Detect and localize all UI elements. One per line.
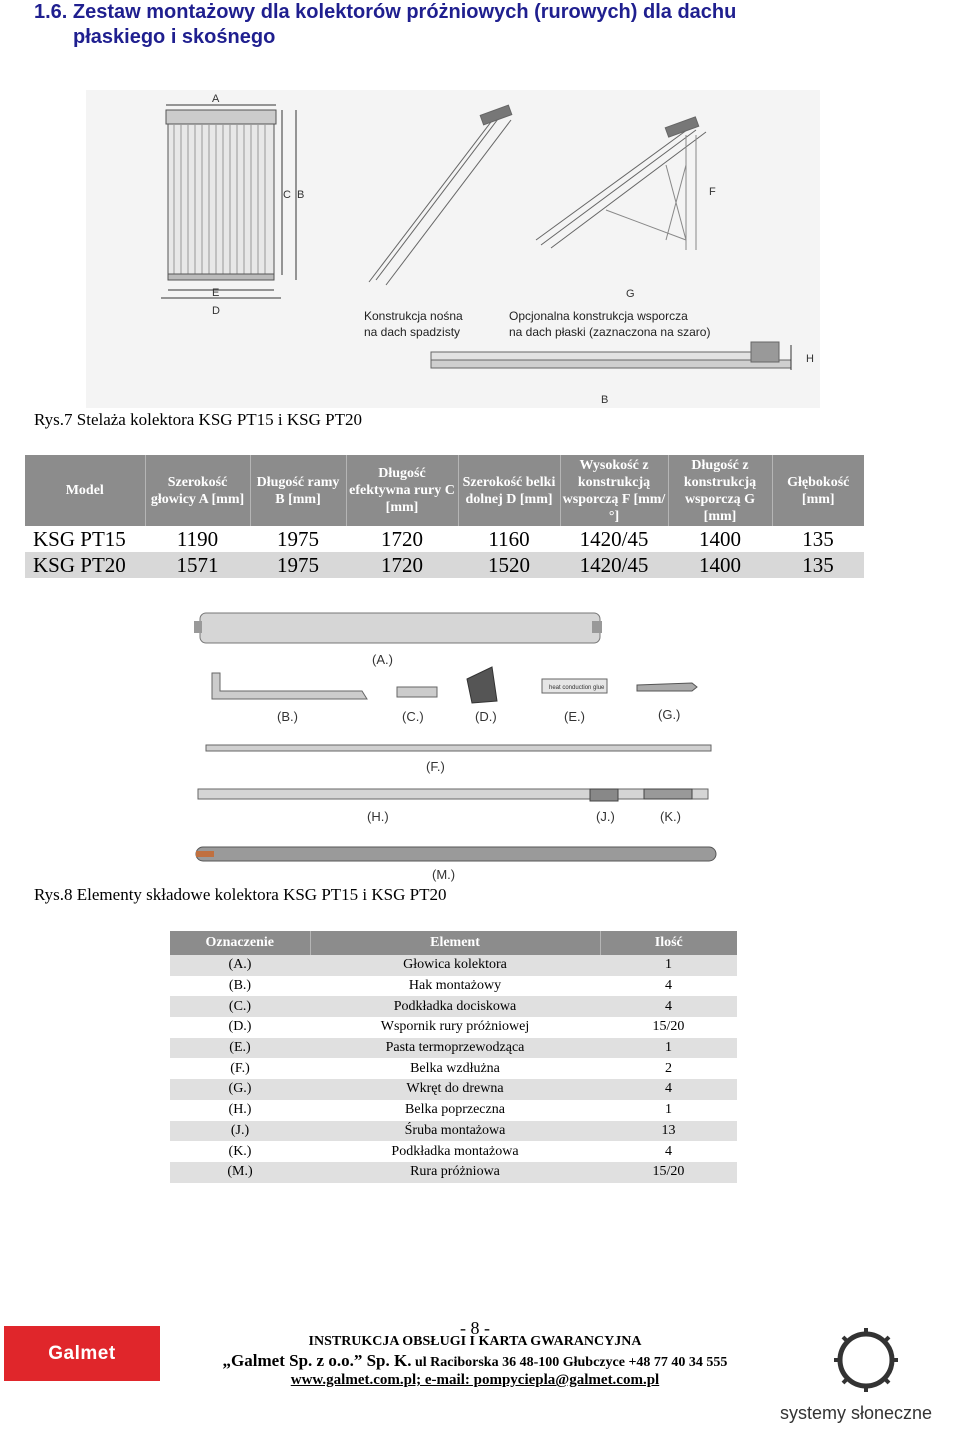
- figure-8-caption: Rys.8 Elementy składowe kolektora KSG PT15 i KSG PT20: [34, 885, 447, 904]
- label-h: H: [806, 353, 814, 365]
- table-row: [170, 1079, 737, 1100]
- cell-element: Podkładka dociskowa: [310, 996, 600, 1017]
- heading-line-2: płaskiego i skośnego: [73, 26, 276, 48]
- label-b-side: B: [297, 189, 305, 201]
- frame-drawing-figure: [86, 90, 820, 408]
- cell-model: KSG PT15: [25, 526, 145, 552]
- cell-code: (A.): [170, 955, 310, 976]
- cell-code: (C.): [170, 996, 310, 1017]
- cell-element: Głowica kolektora: [310, 955, 600, 976]
- cell-qty: 13: [600, 1121, 737, 1142]
- flat-roof-frame: [536, 117, 706, 250]
- col-header: Głębokość [mm]: [772, 455, 864, 526]
- galmet-logo: [4, 1326, 160, 1381]
- vacuum-tube-part: [196, 847, 716, 861]
- cell-element: Śruba montażowa: [310, 1121, 600, 1142]
- cell-qty: 1: [600, 955, 737, 976]
- label-part-k: (K.): [660, 809, 681, 824]
- table-cell: 1720: [346, 526, 458, 552]
- table-row: [170, 976, 737, 997]
- cell-code: (M.): [170, 1162, 310, 1183]
- wood-screw-part: [637, 683, 697, 691]
- table-header-row: [170, 931, 737, 955]
- table-cell: 1720: [346, 552, 458, 578]
- table-cell: 1400: [668, 526, 772, 552]
- tube-support-part: [467, 667, 497, 703]
- cell-qty: 1: [600, 1038, 737, 1059]
- col-header: Oznaczenie: [170, 931, 310, 955]
- cell-element: Pasta termoprzewodząca: [310, 1038, 600, 1059]
- frame-drawing: [86, 90, 820, 408]
- label-part-e: (E.): [564, 709, 585, 724]
- components-drawing: [192, 601, 722, 883]
- cell-code: (J.): [170, 1121, 310, 1142]
- logo-text: Galmet: [48, 1343, 116, 1364]
- dimensions-table: [25, 455, 864, 578]
- table-row: [170, 1038, 737, 1059]
- label-d: D: [212, 305, 220, 317]
- col-header: Wysokość z konstrukcją wsporczą F [mm/°]: [560, 455, 668, 526]
- mounting-bolt-part: [590, 789, 618, 801]
- note-flat-2: na dach płaski (zaznaczona na szaro): [509, 325, 711, 339]
- table-cell: 1975: [250, 526, 346, 552]
- side-view-beam: [431, 342, 791, 370]
- label-c: C: [283, 189, 291, 201]
- figure-7-caption: Rys.7 Stelaża kolektora KSG PT15 i KSG PT20: [34, 410, 362, 429]
- footer-address: ul Raciborska 36 48-100 Głubczyce +48 77 40 34 555: [411, 1355, 728, 1370]
- table-cell: 135: [772, 552, 864, 578]
- table-row: [170, 996, 737, 1017]
- cell-code: (F.): [170, 1058, 310, 1079]
- table-cell: 1400: [668, 552, 772, 578]
- cell-qty: 2: [600, 1058, 737, 1079]
- components-figure: [192, 601, 722, 883]
- cell-code: (G.): [170, 1079, 310, 1100]
- parts-table: [170, 931, 737, 1183]
- collector-header-part: [194, 613, 602, 643]
- cell-qty: 4: [600, 996, 737, 1017]
- mounting-pad-part: [644, 789, 692, 799]
- label-part-j: (J.): [596, 809, 615, 824]
- cell-element: Belka poprzeczna: [310, 1100, 600, 1121]
- heading-line-1: 1.6. Zestaw montażowy dla kolektorów próżniowych (rurowych) dla dachu: [34, 1, 737, 23]
- label-part-g: (G.): [658, 707, 681, 722]
- note-sloped-1: Konstrukcja nośna: [364, 309, 463, 323]
- section-heading: [34, 0, 934, 50]
- col-header: Szerokość głowicy A [mm]: [145, 455, 250, 526]
- note-flat-1: Opcjonalna konstrukcja wsporcza: [509, 309, 688, 323]
- table-cell: 1520: [458, 552, 560, 578]
- note-sloped-2: na dach spadzisty: [364, 325, 461, 339]
- table-cell: 1160: [458, 526, 560, 552]
- cell-code: (B.): [170, 976, 310, 997]
- cell-qty: 4: [600, 1141, 737, 1162]
- col-header: Długość z konstrukcją wsporczą G [mm]: [668, 455, 772, 526]
- label-a: A: [212, 93, 220, 105]
- table-row: [25, 526, 864, 552]
- label-e: E: [212, 287, 220, 299]
- cell-qty: 1: [600, 1100, 737, 1121]
- cell-element: Rura próżniowa: [310, 1162, 600, 1183]
- table-row: [170, 1162, 737, 1183]
- col-header: Szerokość belki dolnej D [mm]: [458, 455, 560, 526]
- table-row: [170, 1058, 737, 1079]
- col-header: Element: [310, 931, 600, 955]
- label-part-m: (M.): [432, 867, 456, 882]
- label-part-b: (B.): [277, 709, 298, 724]
- label-part-c: (C.): [402, 709, 424, 724]
- table-row: [25, 552, 864, 578]
- cell-element: Wspornik rury próżniowej: [310, 1017, 600, 1038]
- cell-code: (K.): [170, 1141, 310, 1162]
- longitudinal-beam-part: [206, 745, 711, 751]
- footer-company: „Galmet Sp. z o.o.” Sp. K.: [222, 1351, 412, 1370]
- page-number: - 8 -: [460, 1318, 490, 1338]
- cross-beam-part: [198, 789, 708, 799]
- washer-part: [397, 687, 437, 697]
- paste-tube-text: heat conduction glue: [549, 685, 605, 691]
- label-part-d: (D.): [475, 709, 497, 724]
- table-row: [170, 1100, 737, 1121]
- sloped-roof-frame: [369, 105, 512, 285]
- table-cell: 135: [772, 526, 864, 552]
- cell-element: Hak montażowy: [310, 976, 600, 997]
- footer-web-email[interactable]: www.galmet.com.pl; e-mail: pompyciepla@galmet.com.pl: [290, 1372, 660, 1388]
- label-b-bottom: B: [601, 394, 609, 406]
- col-header: Długość ramy B [mm]: [250, 455, 346, 526]
- label-part-f: (F.): [426, 759, 445, 774]
- label-part-a: (A.): [372, 652, 393, 667]
- table-cell: 1420/45: [560, 526, 668, 552]
- cell-qty: 4: [600, 1079, 737, 1100]
- footer-title: INSTRUKCJA OBSŁUGI I KARTA GWARANCYJNA: [308, 1334, 642, 1349]
- label-f: F: [709, 186, 716, 198]
- cell-model: KSG PT20: [25, 552, 145, 578]
- table-cell: 1190: [145, 526, 250, 552]
- table-header-row: [25, 455, 864, 526]
- cell-qty: 15/20: [600, 1017, 737, 1038]
- tube-tip: [196, 851, 214, 857]
- cell-element: Podkładka montażowa: [310, 1141, 600, 1162]
- col-header: Ilość: [600, 931, 737, 955]
- table-row: [170, 1017, 737, 1038]
- cell-code: (D.): [170, 1017, 310, 1038]
- systemy-sloneczne-text: systemy słoneczne: [780, 1403, 933, 1423]
- footer-address-line: [180, 1351, 770, 1371]
- table-row: [170, 955, 737, 976]
- cell-qty: 15/20: [600, 1162, 737, 1183]
- table-cell: 1420/45: [560, 552, 668, 578]
- cell-qty: 4: [600, 976, 737, 997]
- cell-element: Wkręt do drewna: [310, 1079, 600, 1100]
- hook-part: [212, 673, 367, 699]
- col-header: Model: [25, 455, 145, 526]
- label-g: G: [626, 288, 635, 300]
- collector-front-view: [161, 105, 296, 298]
- label-part-h: (H.): [367, 809, 389, 824]
- table-row: [170, 1121, 737, 1142]
- table-cell: 1571: [145, 552, 250, 578]
- table-cell: 1975: [250, 552, 346, 578]
- col-header: Długość efektywna rury C [mm]: [346, 455, 458, 526]
- cell-code: (E.): [170, 1038, 310, 1059]
- cell-code: (H.): [170, 1100, 310, 1121]
- table-row: [170, 1141, 737, 1162]
- cell-element: Belka wzdłużna: [310, 1058, 600, 1079]
